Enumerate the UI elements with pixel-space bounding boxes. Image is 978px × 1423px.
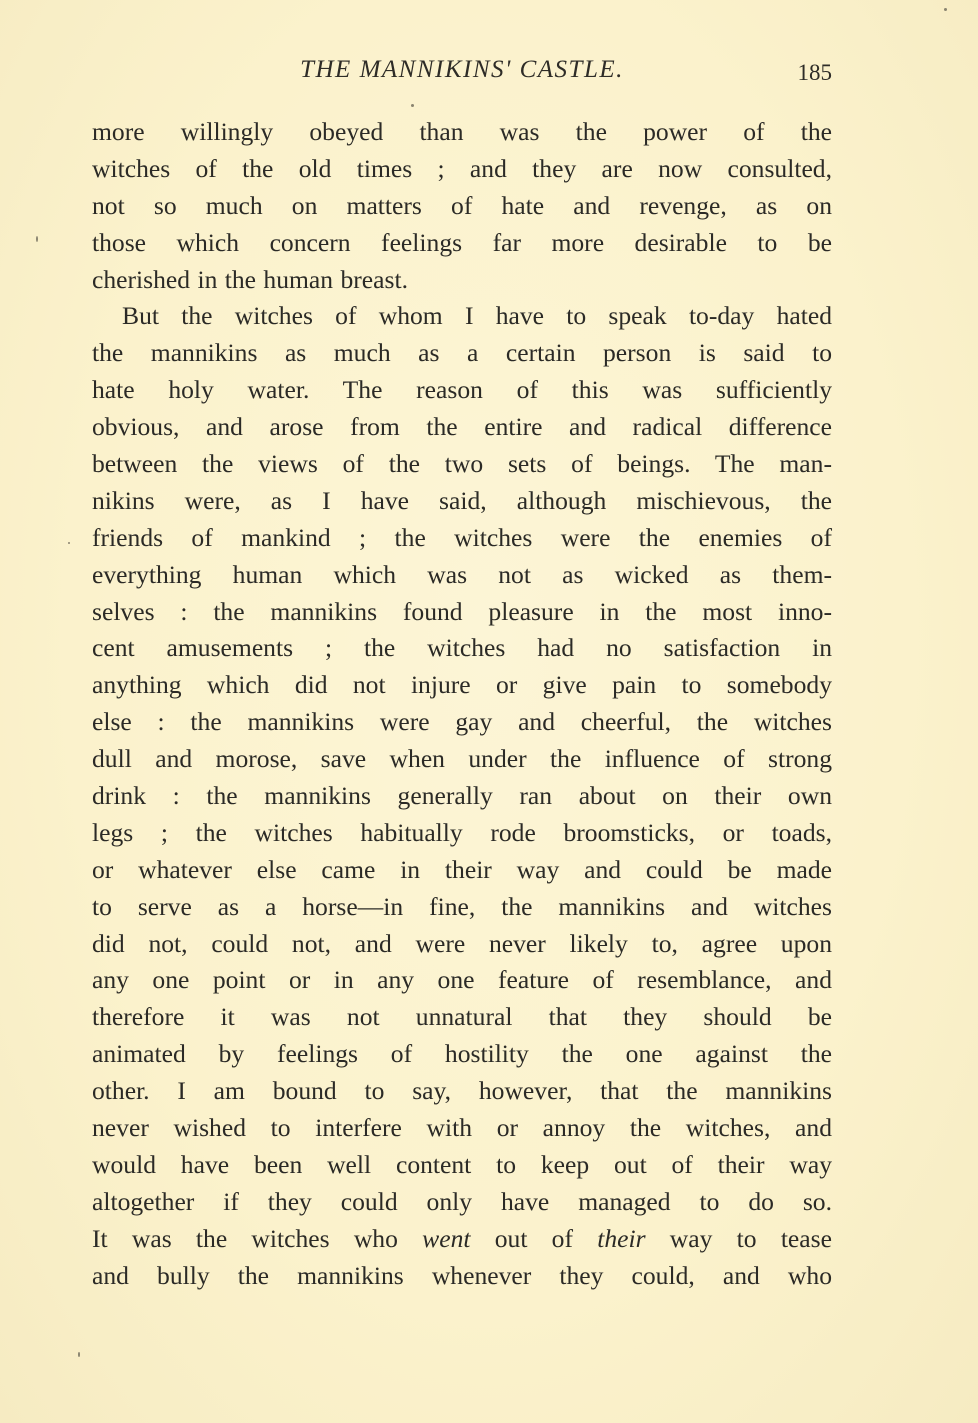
- text-line: nikins were, as I have said, although mischievous, the: [92, 485, 832, 515]
- text-line: cherished in the human breast.: [92, 264, 408, 294]
- paper-speck: [78, 1352, 80, 1357]
- page-number: 185: [797, 60, 832, 85]
- text-line: obvious, and arose from the entire and radical difference: [92, 412, 832, 442]
- text-line: anything which did not injure or give pain to somebody: [92, 670, 832, 700]
- text-line: any one point or in any one feature of resemblance, and: [92, 965, 832, 995]
- text-line: never wished to interfere with or annoy the witches, and: [92, 1113, 832, 1143]
- text-line: or whatever else came in their way and could be made: [92, 854, 832, 884]
- text-line: cent amusements ; the witches had no satisfaction in: [92, 633, 832, 663]
- text-line: those which concern feelings far more desirable to be: [92, 227, 832, 257]
- body-text: [92, 114, 832, 1295]
- text-line: hate holy water. The reason of this was sufficiently: [92, 375, 832, 405]
- text-line: everything human which was not as wicked as them-: [92, 559, 832, 589]
- text-line: But the witches of whom I have to speak to-day hated: [122, 301, 832, 331]
- text-line: else : the mannikins were gay and cheerful, the witches: [92, 707, 832, 737]
- text-fragment: It was the witches who: [92, 1223, 423, 1253]
- text-line: did not, could not, and were never likely to, agree upon: [92, 928, 832, 958]
- italic-word-their: their: [597, 1223, 646, 1253]
- paper-speck: [944, 8, 947, 11]
- text-line: more willingly obeyed than was the power of the: [92, 117, 832, 146]
- text-line: drink : the mannikins generally ran about on their own: [92, 781, 832, 811]
- text-line: animated by feelings of hostility the one against the: [92, 1039, 832, 1069]
- text-line: altogether if they could only have managed to do so.: [92, 1186, 832, 1216]
- paper-speck: [411, 104, 414, 107]
- text-line: to serve as a horse—in fine, the mannikins and witches: [92, 891, 832, 921]
- text-line: between the views of the two sets of beings. The man-: [92, 449, 832, 479]
- text-line: and bully the mannikins whenever they could, and who: [92, 1260, 832, 1290]
- text-line: the mannikins as much as a certain person is said to: [92, 338, 832, 368]
- text-line: legs ; the witches habitually rode broomsticks, or toads,: [92, 817, 832, 847]
- paper-speck: [68, 542, 70, 544]
- text-line: other. I am bound to say, however, that the mannikins: [92, 1076, 832, 1106]
- text-line: therefore it was not unnatural that they should be: [92, 1002, 832, 1032]
- running-title: THE MANNIKINS' CASTLE.: [300, 56, 624, 83]
- text-line: not so much on matters of hate and revenge, as on: [92, 190, 832, 220]
- paper-speck: [36, 236, 38, 242]
- text-line: would have been well content to keep out of their way: [92, 1149, 832, 1179]
- text-line: friends of mankind ; the witches were the enemies of: [92, 522, 832, 552]
- text-fragment: out of: [470, 1223, 598, 1253]
- text-line: dull and morose, save when under the influence of strong: [92, 744, 832, 774]
- text-line: witches of the old times ; and they are now consulted,: [92, 153, 832, 183]
- text-line: selves : the mannikins found pleasure in the most inno-: [92, 596, 832, 626]
- italic-word-went: went: [422, 1223, 471, 1253]
- text-line-with-italics: [92, 1221, 832, 1258]
- page-header: [92, 50, 832, 94]
- text-fragment: way to tease: [645, 1223, 832, 1253]
